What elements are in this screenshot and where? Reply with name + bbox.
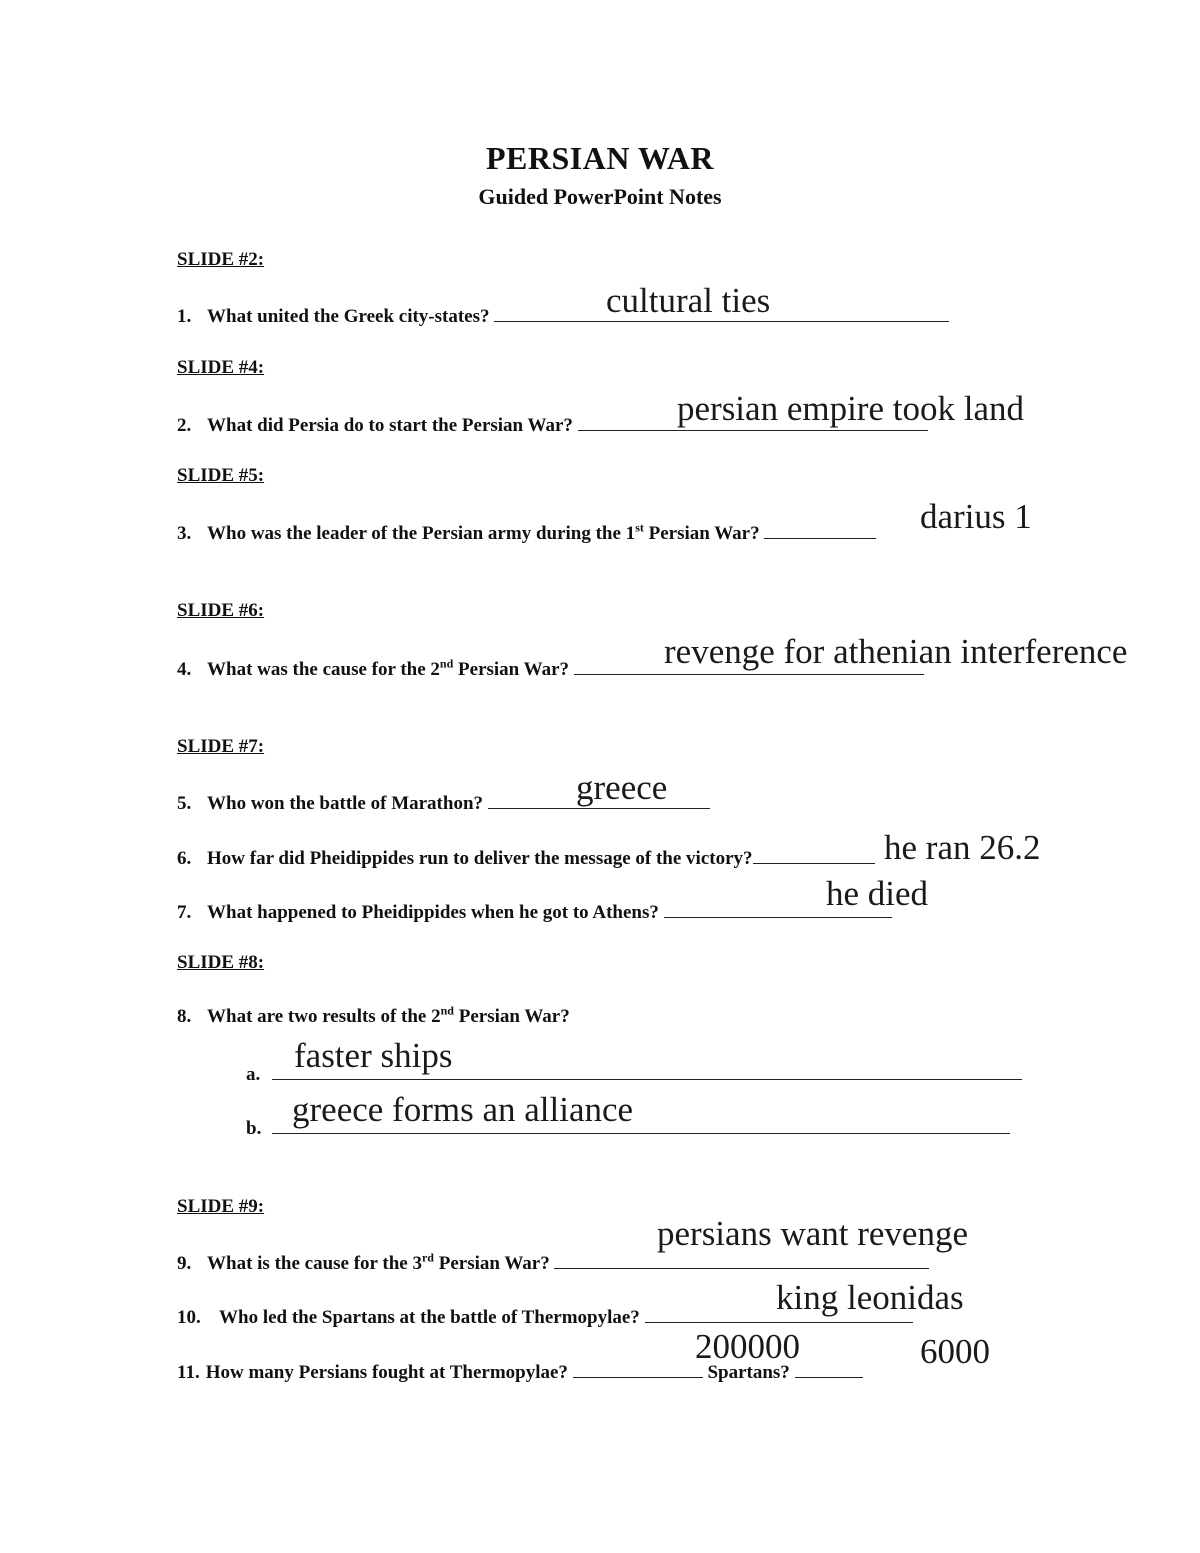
question-text: Persian War?	[453, 1006, 570, 1027]
question-text: Who was the leader of the Persian army during the 1	[207, 523, 636, 544]
slide-heading: SLIDE #6:	[177, 600, 265, 621]
handwritten-answer: persian empire took land	[677, 389, 1024, 428]
question-text: What happened to Pheidippides when he got to Athens?	[207, 902, 659, 923]
ordinal-suffix: nd	[439, 656, 454, 671]
question-text: How far did Pheidippides run to deliver the message of the victory?	[207, 848, 753, 869]
question-number: 4.	[177, 659, 192, 680]
answer-blank-persians[interactable]	[573, 1358, 703, 1378]
slide-heading: SLIDE #5:	[177, 465, 265, 486]
slide-heading: SLIDE #8:	[177, 952, 265, 973]
question-number: 6.	[177, 848, 192, 869]
ordinal-suffix: nd	[440, 1003, 454, 1018]
question-number: 9.	[177, 1253, 192, 1274]
sub-label: a.	[246, 1064, 261, 1085]
handwritten-answer: greece forms an alliance	[292, 1090, 634, 1129]
ordinal-suffix: rd	[421, 1250, 434, 1265]
question-number: 5.	[177, 793, 192, 814]
question-text: How many Persians fought at Thermopylae?	[205, 1362, 568, 1383]
page-title: PERSIAN WAR	[485, 140, 715, 176]
handwritten-answer: 200000	[695, 1327, 800, 1366]
question-number: 10.	[177, 1307, 201, 1328]
slide-heading: SLIDE #9:	[177, 1196, 265, 1217]
handwritten-answer: king leonidas	[776, 1278, 964, 1317]
question-number: 2.	[177, 415, 192, 436]
slide-heading: SLIDE #7:	[177, 736, 265, 757]
page-subtitle: Guided PowerPoint Notes	[478, 184, 722, 209]
question-6	[177, 844, 875, 870]
question-1	[177, 302, 949, 328]
question-text: Spartans?	[707, 1362, 790, 1383]
question-number: 11.	[177, 1362, 200, 1383]
handwritten-answer: greece	[576, 768, 668, 807]
question-text: Who won the battle of Marathon?	[207, 793, 484, 814]
handwritten-answer: 6000	[920, 1332, 990, 1371]
question-number: 7.	[177, 902, 192, 923]
handwritten-answer: he died	[826, 874, 929, 913]
question-text: Who led the Spartans at the battle of Thermopylae?	[219, 1307, 640, 1328]
question-text: What is the cause for the 3	[207, 1253, 422, 1274]
question-text: What are two results of the 2	[207, 1006, 441, 1027]
slide-heading: SLIDE #2:	[177, 249, 265, 270]
handwritten-answer: persians want revenge	[657, 1214, 968, 1253]
handwritten-answer: darius 1	[920, 497, 1032, 536]
ordinal-suffix: st	[635, 520, 644, 535]
handwritten-answer: revenge for athenian interference	[664, 632, 1128, 671]
answer-blank[interactable]	[764, 519, 876, 539]
question-text: What did Persia do to start the Persian War?	[207, 415, 573, 436]
question-number: 1.	[177, 306, 192, 327]
question-text: Persian War?	[453, 659, 570, 680]
slide-heading: SLIDE #4:	[177, 357, 265, 378]
question-text: Persian War?	[643, 523, 760, 544]
handwritten-answer: faster ships	[294, 1036, 453, 1075]
question-text: What united the Greek city-states?	[207, 306, 490, 327]
question-number: 3.	[177, 523, 192, 544]
answer-blank[interactable]	[753, 844, 875, 864]
question-3	[177, 519, 876, 545]
handwritten-answer: he ran 26.2	[884, 828, 1041, 867]
question-number: 8.	[177, 1006, 192, 1027]
question-text: Persian War?	[433, 1253, 550, 1274]
sub-label: b.	[246, 1118, 262, 1139]
handwritten-answer: cultural ties	[606, 281, 771, 320]
answer-blank-spartans[interactable]	[795, 1358, 863, 1378]
question-8	[177, 1003, 570, 1028]
question-7	[177, 898, 892, 924]
question-text: What was the cause for the 2	[207, 659, 440, 680]
